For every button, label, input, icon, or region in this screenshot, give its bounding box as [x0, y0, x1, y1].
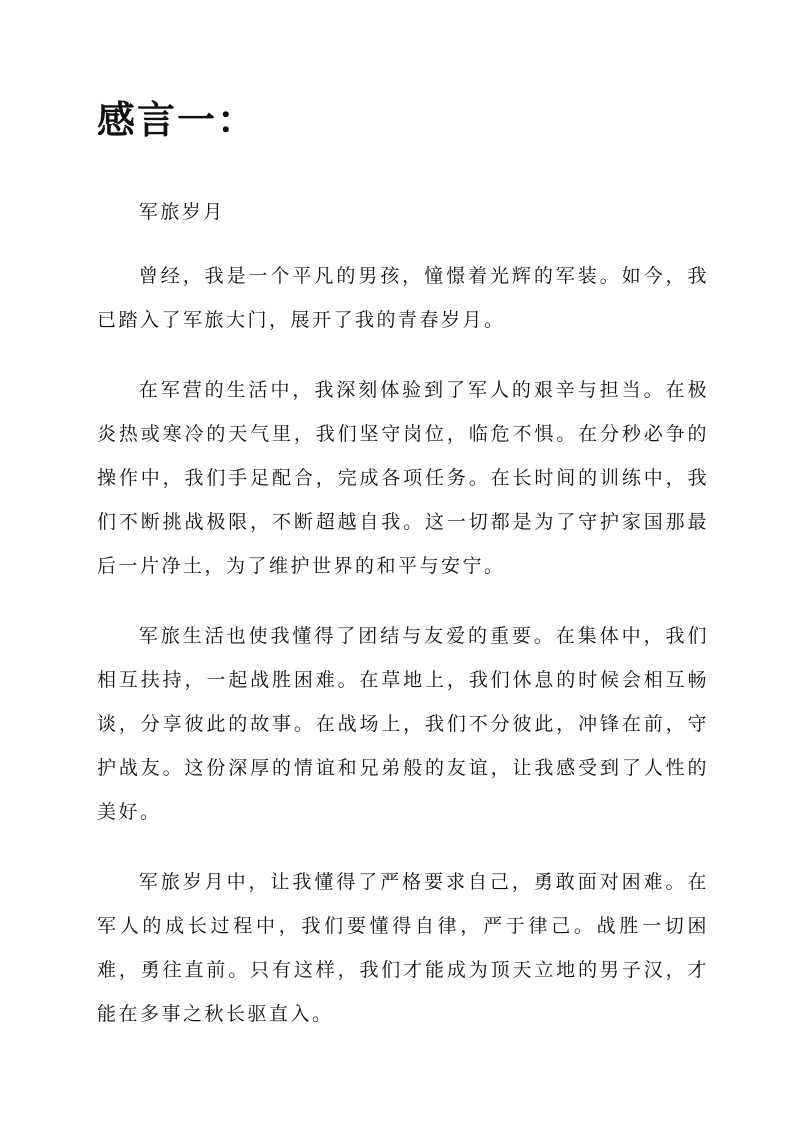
paragraph-1: 曾经，我是一个平凡的男孩，憧憬着光辉的军装。如今，我已踏入了军旅大门，展开了我的青春岁月。	[97, 265, 709, 331]
paragraph-4: 军旅岁月中，让我懂得了严格要求自己，勇敢面对困难。在军人的成长过程中，我们要懂得自律，严于律己。战胜一切困难，勇往直前。只有这样，我们才能成为顶天立地的男子汉，才能在多事之秋长驱直入。	[97, 871, 709, 1025]
paragraph-3: 军旅生活也使我懂得了团结与友爱的重要。在集体中，我们相互扶持，一起战胜困难。在草地上，我们休息的时候会相互畅谈，分享彼此的故事。在战场上，我们不分彼此，冲锋在前，守护战友。这份深厚的情谊和兄弟般的友谊，让我感受到了人性的美好。	[97, 625, 709, 823]
document-body	[97, 190, 709, 1062]
paragraph-2: 在军营的生活中，我深刻体验到了军人的艰辛与担当。在极炎热或寒冷的天气里，我们坚守岗位，临危不惧。在分秒必争的操作中，我们手足配合，完成各项任务。在长时间的训练中，我们不断挑战极限，不断超越自我。这一切都是为了守护家国那最后一片净土，为了维护世界的和平与安宁。	[97, 379, 709, 577]
page-heading: 感言一：	[97, 97, 258, 142]
essay-subtitle: 军旅岁月	[138, 201, 225, 223]
